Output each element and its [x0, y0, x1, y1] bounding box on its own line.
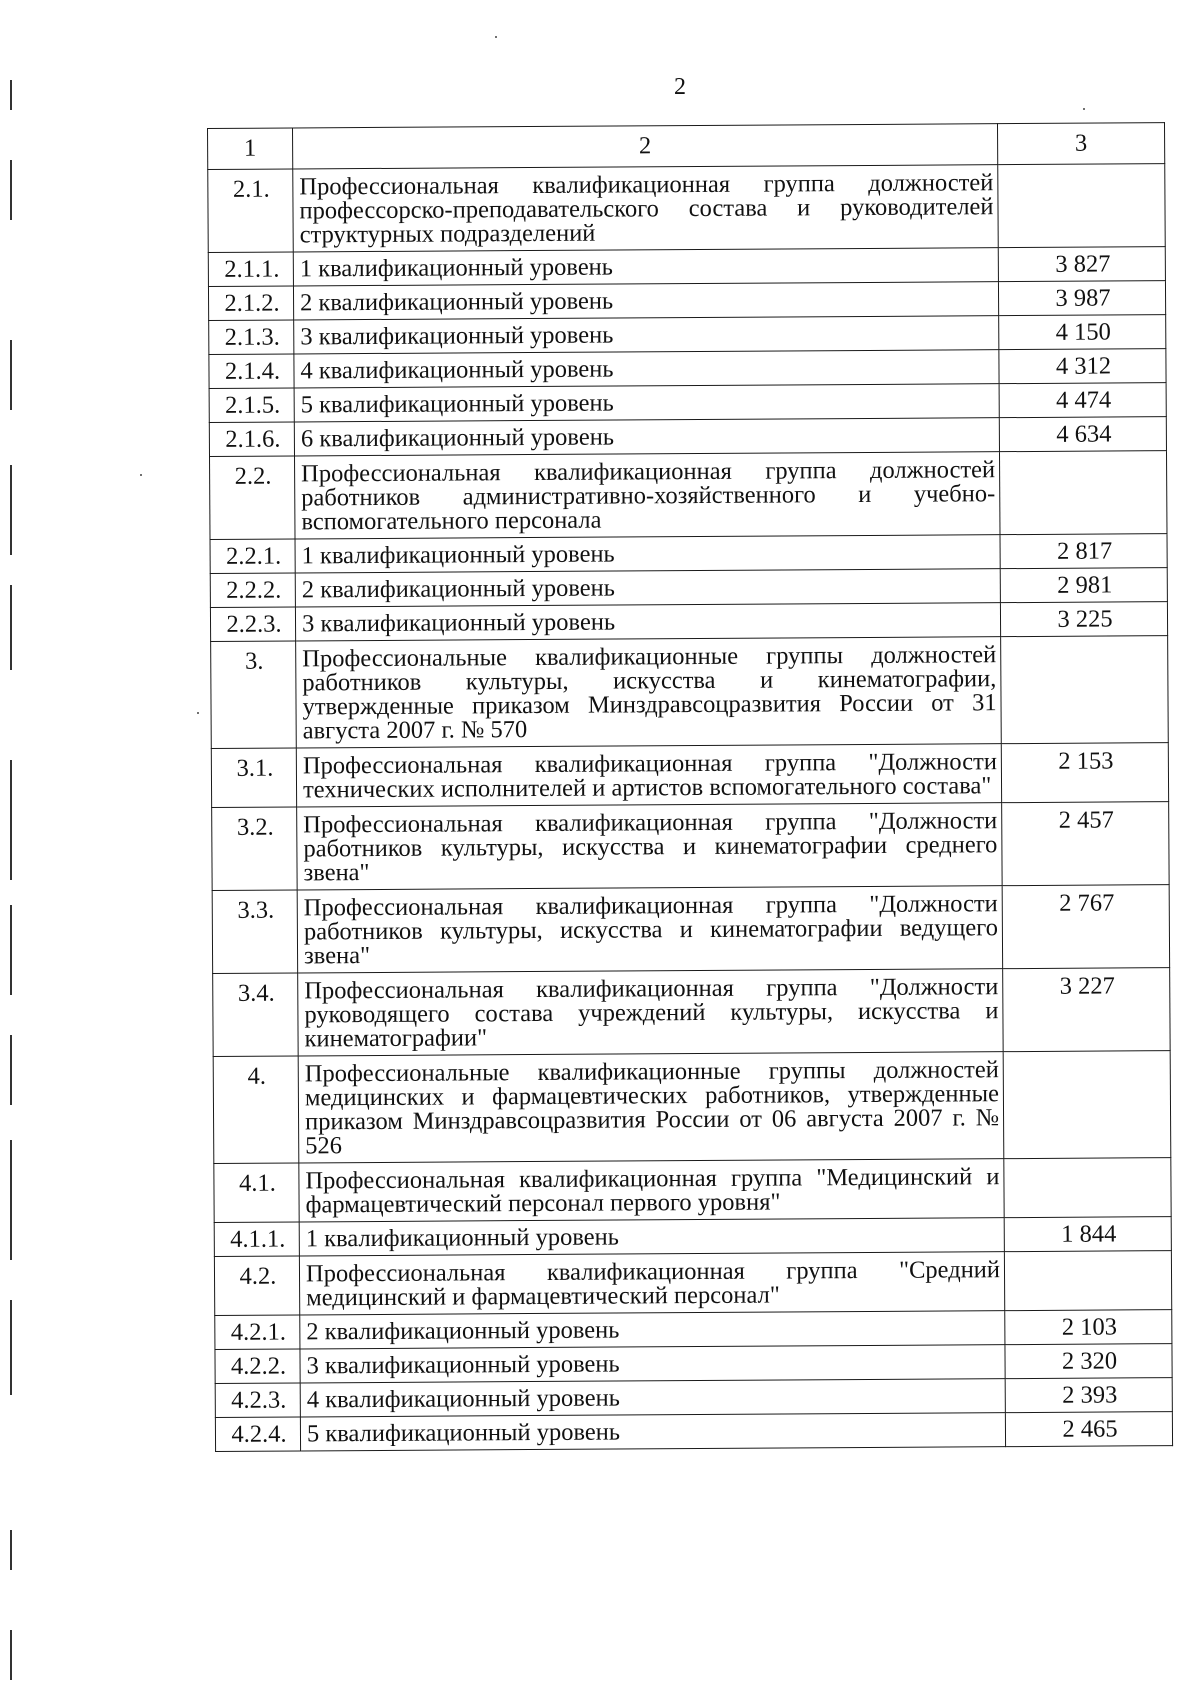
row-name-cell: 2 квалификационный уровень [295, 569, 1000, 607]
row-name-cell: 3 квалификационный уровень [294, 316, 999, 354]
row-number-cell: 2.2.2. [210, 573, 295, 608]
row-amount-cell: 4 150 [999, 315, 1166, 350]
row-amount-cell: 4 474 [999, 383, 1166, 418]
table-row [212, 885, 1169, 974]
scan-speck [1083, 108, 1085, 110]
table-row [210, 568, 1167, 608]
row-name-cell: Профессиональная квалификационная группа "Должности технических исполнителей и артистов вспомогательного состава" [296, 744, 1001, 807]
row-number-cell: 3.3. [212, 890, 298, 974]
row-number-cell: 3.4. [213, 973, 299, 1057]
row-amount-cell: 4 634 [999, 417, 1166, 452]
header-cell-amount: 3 [997, 123, 1164, 165]
row-amount-cell: 2 981 [1000, 568, 1167, 603]
row-amount-cell: 3 987 [998, 281, 1165, 316]
table-header-row [208, 123, 1165, 170]
row-number-cell: 4.2.2. [215, 1349, 300, 1384]
table-row [208, 247, 1165, 287]
row-number-cell: 2.2.1. [210, 539, 295, 574]
row-name-cell: 2 квалификационный уровень [300, 1311, 1005, 1349]
row-amount-cell: 3 827 [998, 247, 1165, 282]
row-name-cell: Профессиональная квалификационная группа "Должности работников культуры, искусства и кинематографии ведущего звена" [297, 886, 1002, 973]
row-name-cell: Профессиональная квалификационная группа "Должности руководящего состава учреждений культуры, искусства и кинематографии" [298, 969, 1003, 1056]
row-amount-cell: 1 844 [1004, 1217, 1171, 1252]
table-row [210, 602, 1167, 642]
row-number-cell: 2.1.5. [209, 388, 294, 423]
table-row [209, 417, 1166, 457]
row-amount-cell [999, 451, 1167, 535]
table-row [208, 164, 1165, 253]
row-amount-cell: 4 312 [999, 349, 1166, 384]
table-row [213, 968, 1170, 1057]
row-number-cell: 2.2. [210, 456, 296, 540]
row-number-cell: 3. [211, 641, 297, 749]
table-row [209, 315, 1166, 355]
table-row [208, 281, 1165, 321]
row-number-cell: 4.2.3. [215, 1383, 300, 1418]
row-number-cell: 4. [213, 1056, 299, 1164]
row-name-cell: 3 квалификационный уровень [295, 603, 1000, 641]
row-amount-cell: 2 153 [1001, 743, 1168, 803]
row-name-cell: Профессиональные квалификационные группы должностей медицинских и фармацевтических работников, утвержденные приказом Минздравсоцразвития России от 06 августа 2007 г. № 526 [298, 1052, 1004, 1163]
scan-margin-marks [8, 0, 14, 1702]
row-amount-cell: 2 103 [1005, 1310, 1172, 1345]
row-name-cell: 4 квалификационный уровень [300, 1379, 1005, 1417]
row-name-cell: 5 квалификационный уровень [294, 384, 999, 422]
row-amount-cell: 2 393 [1005, 1378, 1172, 1413]
row-name-cell: 1 квалификационный уровень [293, 248, 998, 286]
row-number-cell: 4.1.1. [214, 1222, 299, 1257]
salary-table-wrapper [207, 122, 1172, 1452]
table-row [215, 1378, 1172, 1418]
row-number-cell: 4.1. [214, 1163, 299, 1223]
table-row [210, 451, 1167, 540]
row-name-cell: Профессиональная квалификационная группа должностей работников административно-хозяйственного и учебно-вспомогательного персонала [295, 452, 1000, 539]
table-row [210, 534, 1167, 574]
table-row [209, 383, 1166, 423]
row-amount-cell [998, 164, 1166, 248]
row-amount-cell: 2 320 [1005, 1344, 1172, 1379]
row-number-cell: 2.1. [208, 169, 294, 253]
scan-speck [495, 36, 497, 38]
page-number: 2 [674, 74, 686, 100]
table-row [215, 1310, 1172, 1350]
scan-speck [197, 712, 199, 714]
row-name-cell: Профессиональная квалификационная группа "Медицинский и фармацевтический персонал первого уровня" [299, 1159, 1004, 1222]
table-row [211, 636, 1169, 749]
row-name-cell: 2 квалификационный уровень [293, 282, 998, 320]
row-number-cell: 4.2.1. [215, 1315, 300, 1350]
table-row [214, 1158, 1171, 1223]
row-name-cell: Профессиональная квалификационная группа "Средний медицинский и фармацевтический персонал" [299, 1252, 1004, 1315]
row-name-cell: Профессиональная квалификационная группа "Должности работников культуры, искусства и кинематографии среднего звена" [297, 803, 1002, 890]
row-number-cell: 3.1. [211, 748, 296, 808]
row-name-cell: 6 квалификационный уровень [294, 418, 999, 456]
row-number-cell: 4.2.4. [215, 1417, 300, 1452]
row-number-cell: 3.2. [212, 807, 298, 891]
header-cell-number: 1 [208, 128, 293, 170]
row-amount-cell [1001, 636, 1169, 744]
row-name-cell: 4 квалификационный уровень [294, 350, 999, 388]
row-number-cell: 2.2.3. [210, 607, 295, 642]
table-row [213, 1051, 1171, 1164]
row-amount-cell: 3 225 [1000, 602, 1167, 637]
row-name-cell: 3 квалификационный уровень [300, 1345, 1005, 1383]
table-row [215, 1412, 1172, 1452]
header-cell-name: 2 [293, 124, 998, 169]
row-name-cell: 5 квалификационный уровень [300, 1413, 1005, 1451]
salary-table [207, 122, 1173, 1452]
row-name-cell: 1 квалификационный уровень [295, 535, 1000, 573]
row-number-cell: 2.1.2. [208, 286, 293, 321]
row-number-cell: 4.2. [214, 1256, 299, 1316]
row-amount-cell: 2 465 [1005, 1412, 1172, 1447]
row-amount-cell [1004, 1158, 1171, 1218]
row-name-cell: Профессиональные квалификационные группы должностей работников культуры, искусства и кинематографии, утвержденные приказом Минздравсоцразвития России от 31 августа 2007 г. № 570 [296, 637, 1002, 748]
row-number-cell: 2.1.4. [209, 354, 294, 389]
row-number-cell: 2.1.6. [209, 422, 294, 457]
table-row [212, 802, 1169, 891]
table-row [214, 1251, 1171, 1316]
row-amount-cell [1003, 1051, 1171, 1159]
row-name-cell: Профессиональная квалификационная группа должностей профессорско-преподавательского состава и руководителей структурных подразделений [293, 165, 998, 252]
table-row [214, 1217, 1171, 1257]
table-row [215, 1344, 1172, 1384]
row-amount-cell: 2 767 [1002, 885, 1170, 969]
table-row [209, 349, 1166, 389]
table-row [211, 743, 1168, 808]
row-amount-cell [1004, 1251, 1171, 1311]
row-amount-cell: 3 227 [1003, 968, 1171, 1052]
row-number-cell: 2.1.1. [208, 252, 293, 287]
row-amount-cell: 2 817 [1000, 534, 1167, 569]
row-name-cell: 1 квалификационный уровень [299, 1218, 1004, 1256]
row-number-cell: 2.1.3. [209, 320, 294, 355]
scan-speck [140, 474, 142, 476]
row-amount-cell: 2 457 [1002, 802, 1170, 886]
